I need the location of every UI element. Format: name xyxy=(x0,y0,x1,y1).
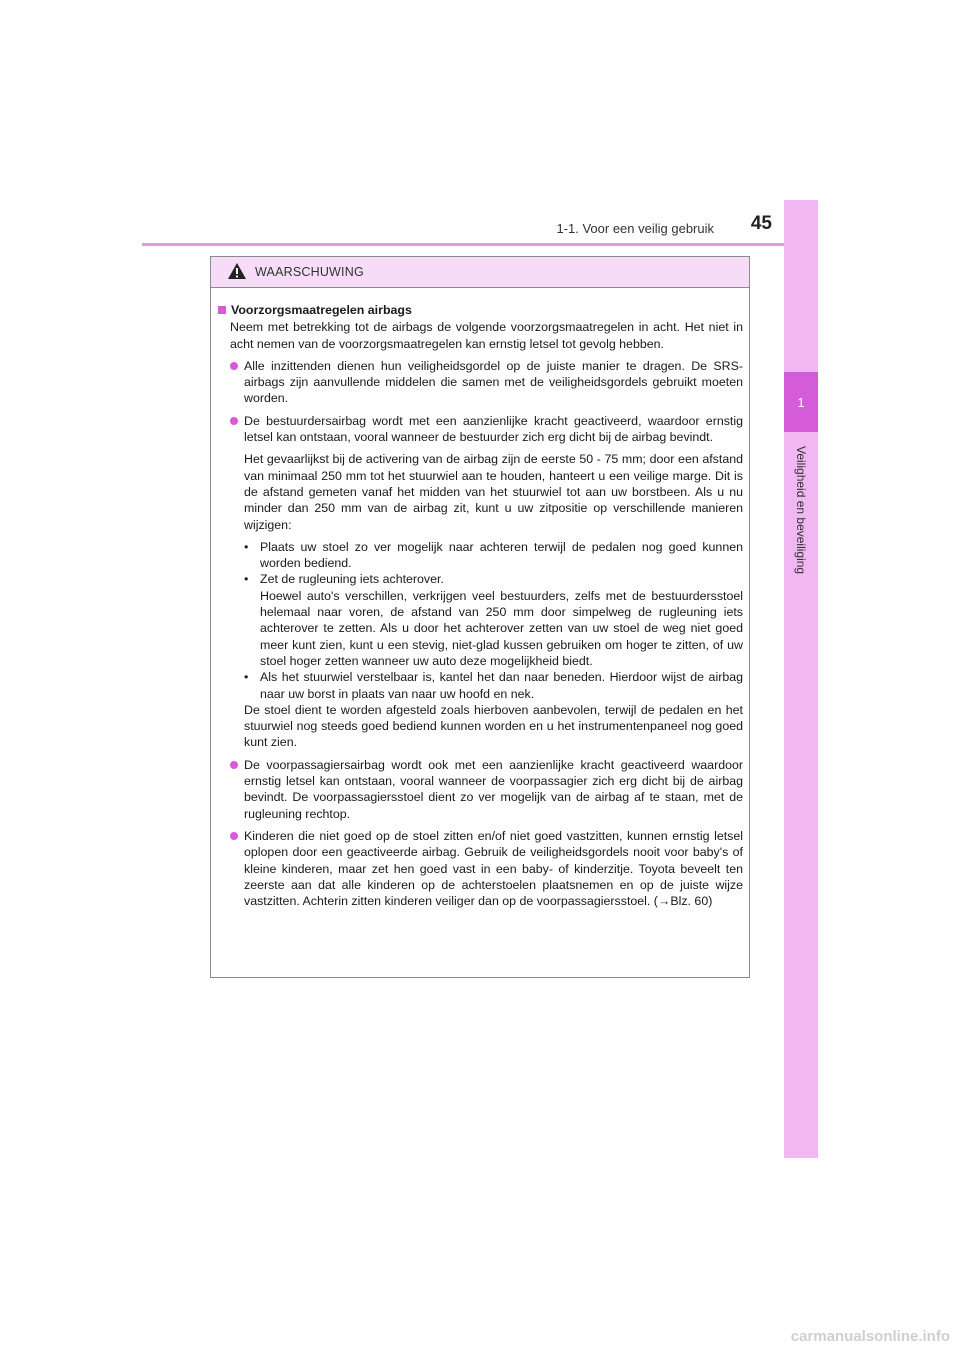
bullet-text: De bestuurdersairbag wordt met een aanzienlijke kracht geactiveerd, waardoor ernstig letsel kan ontstaan, vooral wanneer de bestuurder zich erg dicht bij de airbag bevindt. xyxy=(244,413,743,445)
warning-body xyxy=(211,288,749,909)
list-item xyxy=(230,413,743,446)
circle-bullet-icon xyxy=(230,832,238,840)
page-number: 45 xyxy=(750,213,772,234)
chapter-title-text: Veiligheid en beveiliging xyxy=(794,445,808,575)
warning-triangle-icon xyxy=(227,262,247,280)
circle-bullet-icon xyxy=(230,362,238,370)
sub-bullet-marker: • xyxy=(244,572,249,587)
watermark: carmanualsonline.info xyxy=(790,1328,950,1345)
bullet-text: Kinderen die niet goed op de stoel zitten en/of niet goed vastzitten, kunnen ernstig letsel oplopen door een geactiveerde airbag. Gebruik de veiligheidsgordels nooit voor baby's of kleine kinderen, maar zet hen goed vast in een baby- of kinderzitje. Toyota beveelt ten zeerste aan dat alle kinderen op de achterstoelen plaatsnemen en op de juiste wijze vastzitten. Achterin zitten kinderen veiliger dan op de voorpassagiersstoel. (→Blz. 60) xyxy=(244,828,743,909)
driver-detail-paragraph: Het gevaarlijkst bij de activering van de airbag zijn de eerste 50 - 75 mm; door een afstand van minimaal 250 mm tot het stuurwiel aan te houden, hanteert u een veilige marge. Dit is de afstand gemeten vanaf het midden van het stuurwiel tot aan uw borstbeen. Als u nu minder dan 250 mm van de airbag zit, kunt u uw zitpositie op verschillende manieren wijzigen: xyxy=(244,452,743,532)
sub-item-text: Zet de rugleuning iets achterover. xyxy=(260,572,444,587)
sub-item-text: Als het stuurwiel verstelbaar is, kantel het dan naar beneden. Hierdoor wijst de airbag naar uw borst in plaats van naar uw hoofd en nek. xyxy=(260,670,743,701)
chapter-number-tab[interactable]: 1 xyxy=(784,372,818,432)
intro-paragraph: Neem met betrekking tot de airbags de volgende voorzorgsmaatregelen in acht. Het niet in acht nemen van de voorzorgsmaatregelen kan ernstig letsel tot gevolg hebben. xyxy=(230,320,743,351)
sub-bullet-marker: • xyxy=(244,670,249,685)
warning-header xyxy=(211,257,749,288)
sub-item-text: Plaats uw stoel zo ver mogelijk naar achteren terwijl de pedalen nog goed kunnen worden bediend. xyxy=(260,539,743,571)
bullet-text: De voorpassagiersairbag wordt ook met een aanzienlijke kracht geactiveerd waardoor ernstig letsel kan ontstaan, vooral wanneer de voorpassagier zich erg dicht bij de airbag bevindt. De voorpassagiersstoel dient zo ver mogelijk van de airbag af te staan, met de rugleuning rechtop. xyxy=(244,757,743,821)
section-heading xyxy=(217,302,743,318)
chapter-side-tab xyxy=(784,200,818,1158)
warning-title: WAARSCHUWING xyxy=(255,265,364,279)
square-bullet-icon xyxy=(218,306,226,314)
list-item xyxy=(230,358,743,407)
sub-list-item xyxy=(244,539,743,572)
list-item xyxy=(230,757,743,822)
bullet-text: Alle inzittenden dienen hun veiligheidsgordel op de juiste manier te dragen. De SRS-airbags zijn aanvullende middelen die samen met de veiligheidsgordels gebruikt moeten worden. xyxy=(244,358,743,406)
chapter-title-label xyxy=(784,440,818,580)
sub-bullet-marker: • xyxy=(244,539,249,554)
circle-bullet-icon xyxy=(230,761,238,769)
warning-box xyxy=(210,256,750,978)
seat-adjust-list xyxy=(244,539,743,702)
section-title: Voorzorgsmaatregelen airbags xyxy=(231,303,412,317)
circle-bullet-icon xyxy=(230,417,238,425)
sub-list-item xyxy=(244,669,743,702)
driver-closing-paragraph: De stoel dient te worden afgesteld zoals hierboven aanbevolen, terwijl de pedalen en het stuurwiel nog steeds goed bediend kunnen worden en u het instrumentenpaneel nog goed kunt zien. xyxy=(244,702,743,750)
section-header: 1-1. Voor een veilig gebruik xyxy=(556,221,714,236)
list-item xyxy=(230,828,743,909)
sub-item-extra-text: Hoewel auto's verschillen, verkrijgen veel bestuurders, zelfs met de bestuurdersstoel helemaal naar voren, de afstand van 250 mm door simpelweg de rugleuning iets achterover te zetten. Als u door het achterover zetten van uw stoel de weg niet goed meer kunt zien, kunt u een stevig, niet-glad kussen gebruiken om hoger te zitten, of uw stoel hoger zetten wanneer uw auto deze mogelijkheid biedt. xyxy=(260,588,743,668)
sub-list-item xyxy=(244,571,743,587)
header-rule xyxy=(142,243,818,246)
